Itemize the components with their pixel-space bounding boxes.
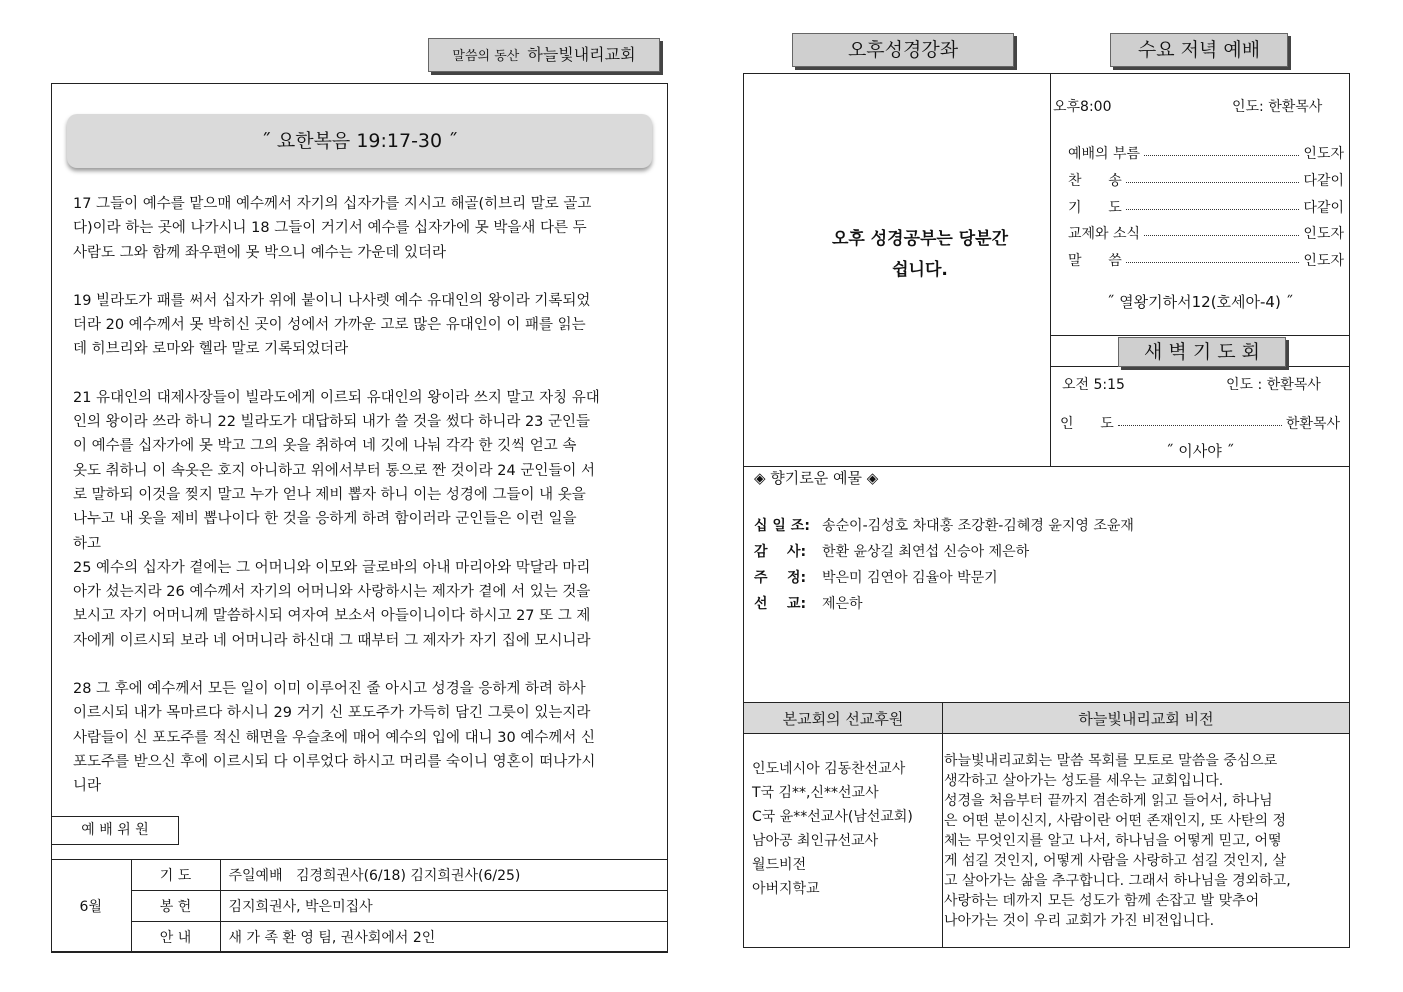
divider bbox=[1050, 73, 1051, 466]
order-item bbox=[1068, 170, 1344, 190]
church-name-tag bbox=[428, 38, 660, 72]
offering-label: 십 일 조: bbox=[754, 518, 810, 534]
staff-names: 주일예배 김경희권사(6/18) 김지희권사(6/25) bbox=[220, 860, 668, 891]
mission-list bbox=[752, 757, 913, 901]
table-row bbox=[51, 891, 668, 922]
staff-names: 새 가 족 환 영 팀, 권사회에서 2인 bbox=[220, 922, 668, 953]
offering-row bbox=[754, 515, 1134, 535]
list-item: 인도네시아 김동찬선교사 bbox=[752, 761, 906, 777]
order-leader: 다같이 bbox=[1303, 173, 1344, 189]
order-item bbox=[1068, 250, 1344, 270]
order-label: 예배의 부름 bbox=[1068, 146, 1141, 162]
offering-names: 제은하 bbox=[822, 596, 863, 612]
table-row bbox=[51, 860, 668, 891]
offering-row bbox=[754, 593, 863, 613]
scripture-reference: ˝ 요한복음 19:17-30 ˝ bbox=[67, 114, 652, 168]
staff-role: 안 내 bbox=[131, 922, 220, 953]
order-label: 찬 송 bbox=[1068, 173, 1122, 189]
offering-label: 선 교: bbox=[754, 596, 807, 612]
table-row bbox=[51, 922, 668, 953]
divider bbox=[942, 702, 943, 948]
worship-staff-tab: 예 배 위 원 bbox=[51, 816, 179, 845]
dawn-sermon-title: ˝ 이사야 ˝ bbox=[1165, 442, 1234, 460]
list-item: 남아공 최인규선교사 bbox=[752, 833, 879, 849]
scripture-paragraph: 25 예수의 십자가 곁에는 그 어머니와 이모와 글로바의 아내 마리아와 막달라 마리 아가 섰는지라 26 예수께서 자기의 어머니와 사랑하시는 제자가 곁에 서 있는 것을 보시고 자기 어머니께 말씀하시되 여자여 보소서 아들이니이다 하시고 27 또 그 제 자에게 이르시되 보라 네 어머니라 하신대 그 때부터 그 제자가 자기 집에 모시니라 bbox=[73, 559, 591, 649]
afternoon-bible-class-tab: 오후성경강좌 bbox=[792, 33, 1014, 67]
afternoon-notice: 오후 성경공부는 당분간 쉽니다. bbox=[831, 229, 1009, 280]
list-item: 아버지학교 bbox=[752, 881, 820, 897]
dawn-lead-row bbox=[1060, 413, 1340, 433]
offering-label: 감 사: bbox=[754, 544, 807, 560]
divider bbox=[1050, 335, 1350, 336]
vision-text: 하늘빛내리교회는 말씀 목회를 모토로 말씀을 중심으로 생각하고 살아가는 성도를 세우는 교회입니다. 성경을 처음부터 끝까지 겸손하게 읽고 들어서, 하나님 은 어떤 분이신지, 사람이란 어떤 존재인지, 또 사탄의 정 체는 무엇인지를 알고 나서, 하나님을 어떻게 믿고, 어떻 게 섬길 것인지, 어떻게 사람을 사랑하고 섬길 것인지, 살 고 살아가는 삶을 추구합니다. 그래서 하나님을 경외하고, 사랑하는 데까지 모든 성도가 함께 손잡고 발 맞추어 나아가는 것이 우리 교회가 가진 비전입니다. bbox=[944, 753, 1291, 929]
scripture-paragraph: 21 유대인의 대제사장들이 빌라도에게 이르되 유대인의 왕이라 쓰지 말고 자칭 유대 인의 왕이라 쓰라 하니 22 빌라도가 대답하되 내가 쓸 것을 썼다 하니라 23 군인들 이 예수를 십자가에 못 박고 그의 옷을 취하여 네 깃에 나눠 각각 한 깃씩 얻고 속 옷도 취하니 이 속옷은 호지 아니하고 위에서부터 통으로 짠 것이라 24 군인들이 서 로 말하되 이것을 찢지 말고 누가 얻나 제비 뽑자 하니 이는 성경에 그들이 내 옷을 나누고 내 옷을 제비 뽑나이다 한 것을 응하게 하려 함이러라 군인들은 이런 일을 하고 bbox=[73, 389, 600, 552]
worship-staff-table bbox=[51, 859, 668, 953]
offering-row bbox=[754, 567, 998, 587]
order-leader: 인도자 bbox=[1303, 253, 1344, 269]
scripture-paragraph: 17 그들이 예수를 맡으매 예수께서 자기의 십자가를 지시고 해골(히브리 말로 골고 다)이라 하는 곳에 나가시니 18 그들이 거기서 예수를 십자가에 못 박을새 다른 두 사람도 그와 함께 좌우편에 못 박으니 예수는 가운데 있더라 bbox=[73, 196, 592, 261]
offering-names: 한환 윤상길 최연섭 신승아 제은하 bbox=[822, 544, 1030, 560]
wednesday-time: 오후8:00 bbox=[1053, 99, 1112, 115]
staff-names: 김지희권사, 박은미집사 bbox=[220, 891, 668, 922]
list-item: 월드비전 bbox=[752, 857, 807, 873]
wednesday-sermon-title: ˝ 열왕기하서12(호세아-4) ˝ bbox=[1106, 293, 1294, 311]
dawn-leader: 인도 : 한환목사 bbox=[1226, 377, 1321, 393]
offering-title: ◈ 향기로운 예물 ◈ bbox=[754, 469, 879, 487]
staff-role: 기 도 bbox=[131, 860, 220, 891]
staff-role: 봉 헌 bbox=[131, 891, 220, 922]
divider bbox=[743, 733, 1350, 734]
offering-label: 주 정: bbox=[754, 570, 807, 586]
scripture-paragraph: 19 빌라도가 패를 써서 십자가 위에 붙이니 나사렛 예수 유대인의 왕이라 기록되었 더라 20 예수께서 못 박히신 곳이 성에서 가까운 고로 많은 유대인이 이 패를 읽는 데 히브리와 로마와 헬라 말로 기록되었더라 bbox=[73, 292, 591, 358]
list-item: T국 김**,신**선교사 bbox=[752, 785, 879, 801]
dawn-prayer-tab: 새 벽 기 도 회 bbox=[1118, 337, 1286, 367]
order-leader: 다같이 bbox=[1303, 200, 1344, 216]
offering-names: 송순이-김성호 차대홍 조강환-김혜경 윤지영 조윤재 bbox=[822, 518, 1134, 534]
dawn-time: 오전 5:15 bbox=[1062, 377, 1125, 393]
order-leader: 인도자 bbox=[1303, 226, 1344, 242]
church-motto: 말씀의 동산 bbox=[452, 49, 520, 64]
order-label: 교제와 소식 bbox=[1068, 226, 1141, 242]
scripture-text bbox=[73, 192, 663, 799]
church-name: 하늘빛내리교회 bbox=[527, 45, 636, 64]
order-item bbox=[1068, 223, 1344, 243]
list-item: C국 윤**선교사(남선교회) bbox=[752, 809, 913, 825]
offering-names: 박은미 김연아 김율아 박문기 bbox=[822, 570, 998, 586]
vision-header: 하늘빛내리교회 비전 bbox=[943, 703, 1349, 733]
staff-month: 6월 bbox=[51, 860, 131, 953]
order-item bbox=[1068, 197, 1344, 217]
order-label: 말 씀 bbox=[1068, 253, 1122, 269]
scripture-paragraph: 28 그 후에 예수께서 모든 일이 이미 이루어진 줄 아시고 성경을 응하게 하려 하사 이르시되 내가 목마르다 하시니 29 거기 신 포도주가 가득히 담긴 그릇이 있는지라 사람들이 신 포도주를 적신 해면을 우슬초에 매어 예수의 입에 대니 30 예수께서 신 포도주를 받으신 후에 이르시되 다 이루었다 하시고 머리를 숙이니 영혼이 떠나가시 니라 bbox=[73, 681, 596, 795]
dawn-lead-name: 한환목사 bbox=[1285, 416, 1340, 432]
mission-support-header: 본교회의 선교후원 bbox=[744, 703, 942, 733]
wednesday-leader: 인도: 한환목사 bbox=[1232, 99, 1323, 115]
dawn-lead-label: 인 도 bbox=[1060, 416, 1114, 432]
order-item bbox=[1068, 143, 1344, 163]
order-leader: 인도자 bbox=[1303, 146, 1344, 162]
offering-row bbox=[754, 541, 1029, 561]
wednesday-service-tab: 수요 저녁 예배 bbox=[1110, 33, 1288, 67]
order-label: 기 도 bbox=[1068, 200, 1122, 216]
